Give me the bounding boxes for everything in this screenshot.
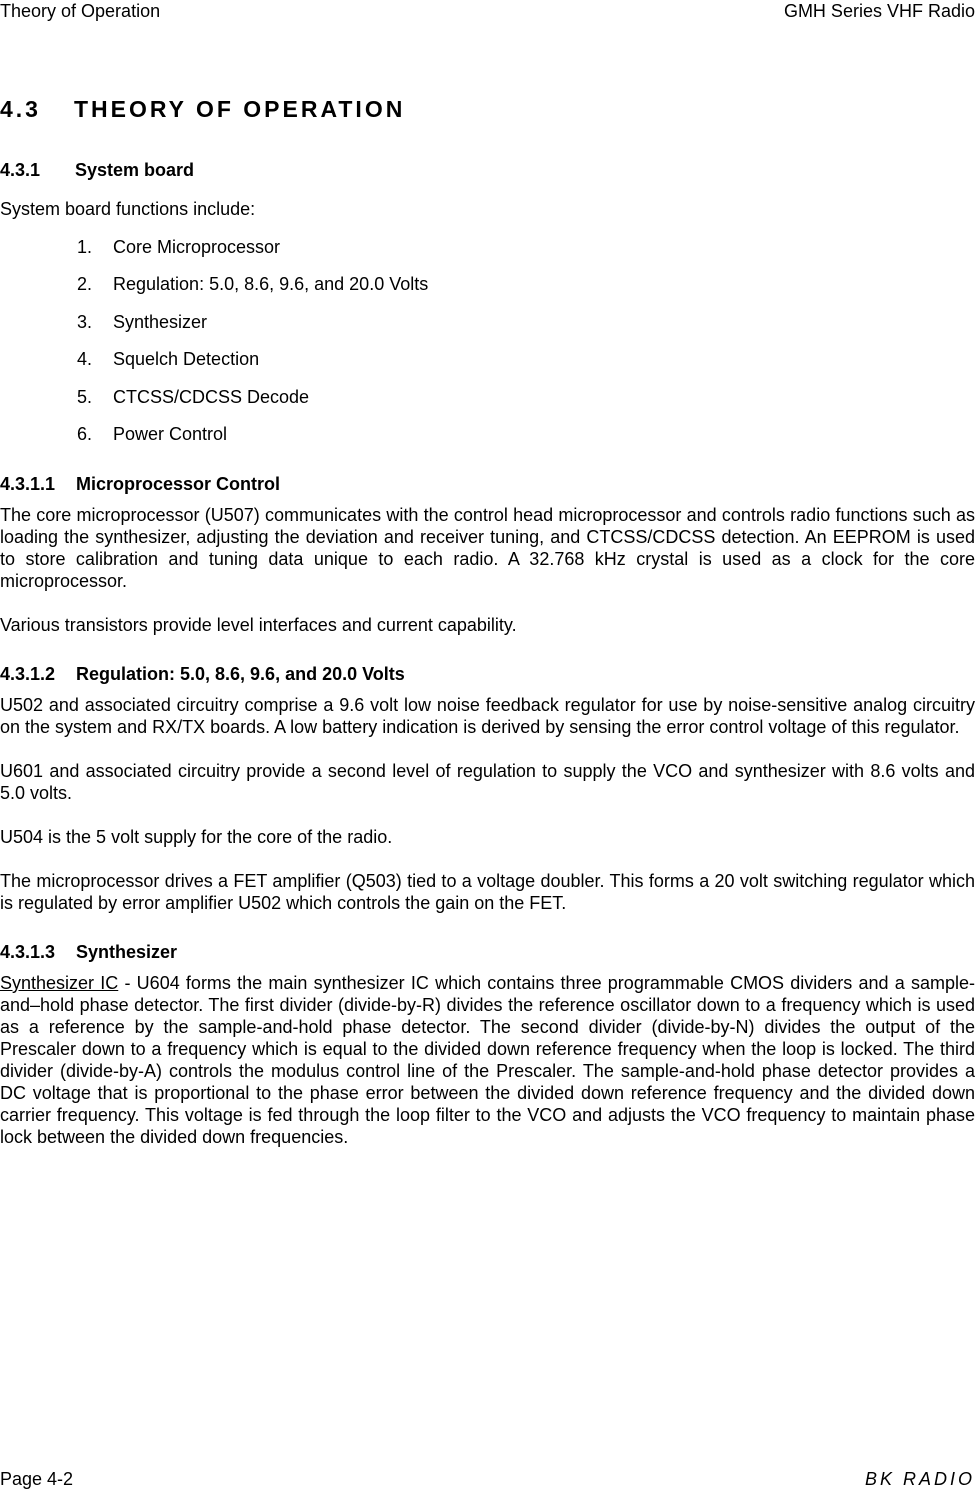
section-heading	[0, 94, 975, 124]
synthesizer-body: - U604 forms the main synthesizer IC which contains three programmable CMOS dividers and a sample-and–hold phase detector. The first divider (divide-by-R) divides the reference oscillator down to a frequency which is used as a reference by the sample-and-hold phase detector. The second divider (divide-by-N) divides the output of the Prescaler down to a frequency which is equal to the divided down reference frequency when the loop is locked. The third divider (divide-by-A) controls the modulus control line of the Prescaler. The sample-and-hold phase detector provides a DC voltage that is proportional to the phase error between the divided down reference frequency and the divided down carrier frequency. This voltage is fed through the loop filter to the VCO and adjusts the VCO frequency to maintain phase lock between the divided down frequencies.	[0, 973, 975, 1147]
list-item-label: Synthesizer	[113, 311, 208, 332]
list-item-label: Squelch Detection	[113, 349, 260, 369]
list-item	[0, 423, 975, 445]
list-item	[0, 311, 975, 333]
heading-microprocessor-control	[0, 473, 975, 495]
subsection-heading-system-board	[0, 159, 975, 181]
regulation-paragraph-1: U502 and associated circuitry comprise a 9.6 volt low noise feedback regulator for use by noise-sensitive analog circuitry on the system and RX/TX boards. A low battery indication is derived by sensing the error control voltage of this regulator.	[0, 695, 975, 737]
document-body	[0, 94, 975, 1148]
page-header-right: GMH Series VHF Radio	[783, 1, 975, 21]
micro-paragraph-2: Various transistors provide level interfaces and current capability.	[0, 615, 517, 635]
list-item	[0, 273, 975, 295]
heading-synthesizer	[0, 941, 975, 963]
heading-number: 4.3.1.3	[0, 942, 56, 962]
list-item-label: Core Microprocessor	[113, 236, 281, 257]
subsection-number: 4.3.1	[0, 160, 41, 180]
system-board-function-list	[0, 236, 975, 446]
regulation-paragraph-2: U601 and associated circuitry provide a second level of regulation to supply the VCO and synthesizer with 8.6 volts and 5.0 volts.	[0, 761, 975, 803]
heading-regulation	[0, 663, 975, 685]
heading-title: Regulation: 5.0, 8.6, 9.6, and 20.0 Volts	[76, 664, 405, 684]
list-item	[0, 386, 975, 408]
heading-number: 4.3.1.1	[0, 474, 56, 494]
section-number: 4.3	[0, 96, 41, 122]
synthesizer-paragraph	[0, 972, 975, 1148]
heading-title: Microprocessor Control	[76, 474, 281, 494]
page-header-left: Theory of Operation	[0, 1, 161, 21]
list-item-number: 3.	[77, 311, 93, 332]
section-title: THEORY OF OPERATION	[74, 96, 406, 122]
system-board-intro: System board functions include:	[0, 199, 256, 219]
synthesizer-ic-lead: Synthesizer IC	[0, 973, 119, 993]
heading-title: Synthesizer	[76, 942, 178, 962]
list-item-label: Regulation: 5.0, 8.6, 9.6, and 20.0 Volts	[113, 274, 429, 294]
page-footer-right: BK RADIO	[864, 1469, 975, 1489]
list-item-number: 6.	[77, 424, 93, 444]
regulation-paragraph-3: U504 is the 5 volt supply for the core of the radio.	[0, 827, 393, 847]
list-item	[0, 236, 975, 258]
list-item-number: 2.	[77, 274, 93, 294]
subsection-title: System board	[75, 160, 195, 180]
heading-number: 4.3.1.2	[0, 664, 56, 684]
list-item-number: 1.	[77, 236, 93, 257]
list-item-label: CTCSS/CDCSS Decode	[113, 386, 310, 407]
list-item-number: 4.	[77, 349, 93, 369]
list-item	[0, 348, 975, 370]
list-item-label: Power Control	[113, 424, 228, 444]
regulation-paragraph-4: The microprocessor drives a FET amplifier (Q503) tied to a voltage doubler. This forms a 20 volt switching regulator which is regulated by error amplifier U502 which controls the gain on the FET.	[0, 871, 975, 913]
micro-paragraph-1: The core microprocessor (U507) communicates with the control head microprocessor and controls radio functions such as loading the synthesizer, adjusting the deviation and receiver tuning, and CTCSS/CDCSS detection. An EEPROM is used to store calibration and tuning data unique to each radio. A 32.768 kHz crystal is used as a clock for the core microprocessor.	[0, 505, 975, 591]
list-item-number: 5.	[77, 386, 93, 407]
page-footer-left: Page 4-2	[0, 1469, 74, 1489]
